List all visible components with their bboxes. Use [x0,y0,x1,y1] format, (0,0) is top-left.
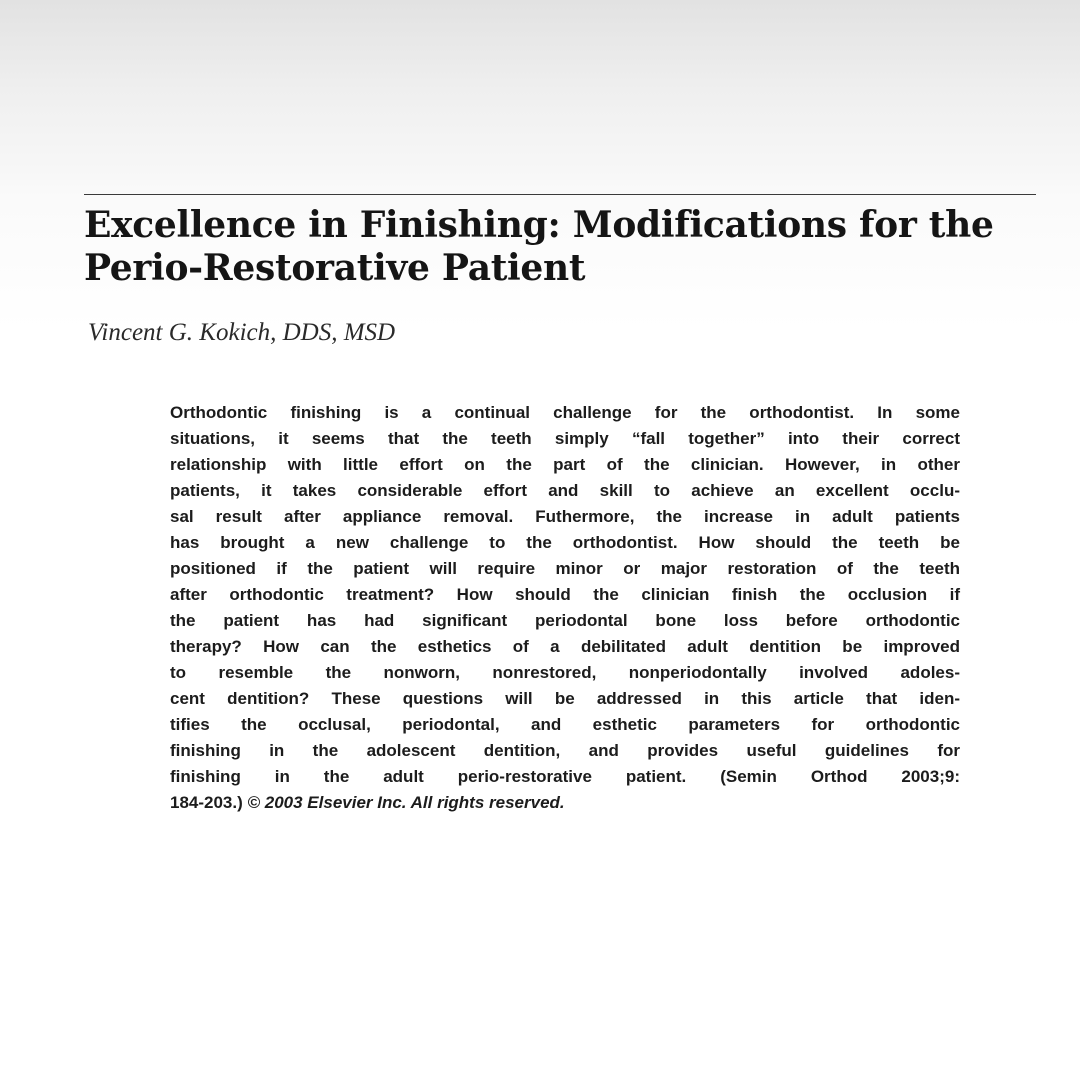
abstract-line: situations, it seems that the teeth simply “fall together” into their correct [170,429,960,448]
abstract-line: after orthodontic treatment? How should the clinician finish the occlusion if [170,585,960,604]
article-author: Vincent G. Kokich, DDS, MSD [88,319,396,346]
abstract-line: sal result after appliance removal. Futhermore, the increase in adult patients [170,507,960,526]
abstract-final-line [170,790,960,816]
article-abstract [170,400,960,816]
abstract-line: the patient has had significant periodontal bone loss before orthodontic [170,611,960,630]
article-title-line: Perio-Restorative Patient [84,247,586,289]
abstract-line: therapy? How can the esthetics of a debilitated adult dentition be improved [170,637,960,656]
copyright-notice: © 2003 Elsevier Inc. All rights reserved. [247,793,565,812]
abstract-line: finishing in the adolescent dentition, and provides useful guidelines for [170,741,960,760]
abstract-line: relationship with little effort on the part of the clinician. However, in other [170,455,960,474]
abstract-line: Orthodontic finishing is a continual challenge for the orthodontist. In some [170,403,960,422]
abstract-line: positioned if the patient will require minor or major restoration of the teeth [170,559,960,578]
header-rule [84,194,1036,195]
abstract-line: patients, it takes considerable effort and skill to achieve an excellent occlu- [170,481,960,500]
abstract-line: tifies the occlusal, periodontal, and esthetic parameters for orthodontic [170,715,960,734]
abstract-line: finishing in the adult perio-restorative patient. (Semin Orthod 2003;9: [170,767,960,786]
abstract-line: to resemble the nonworn, nonrestored, nonperiodontally involved adoles- [170,663,960,682]
article-title [84,204,1044,290]
abstract-line: cent dentition? These questions will be addressed in this article that iden- [170,689,960,708]
citation-pages: 184-203.) [170,793,243,812]
abstract-line: has brought a new challenge to the orthodontist. How should the teeth be [170,533,960,552]
article-title-line: Excellence in Finishing: Modifications for the [84,204,994,246]
